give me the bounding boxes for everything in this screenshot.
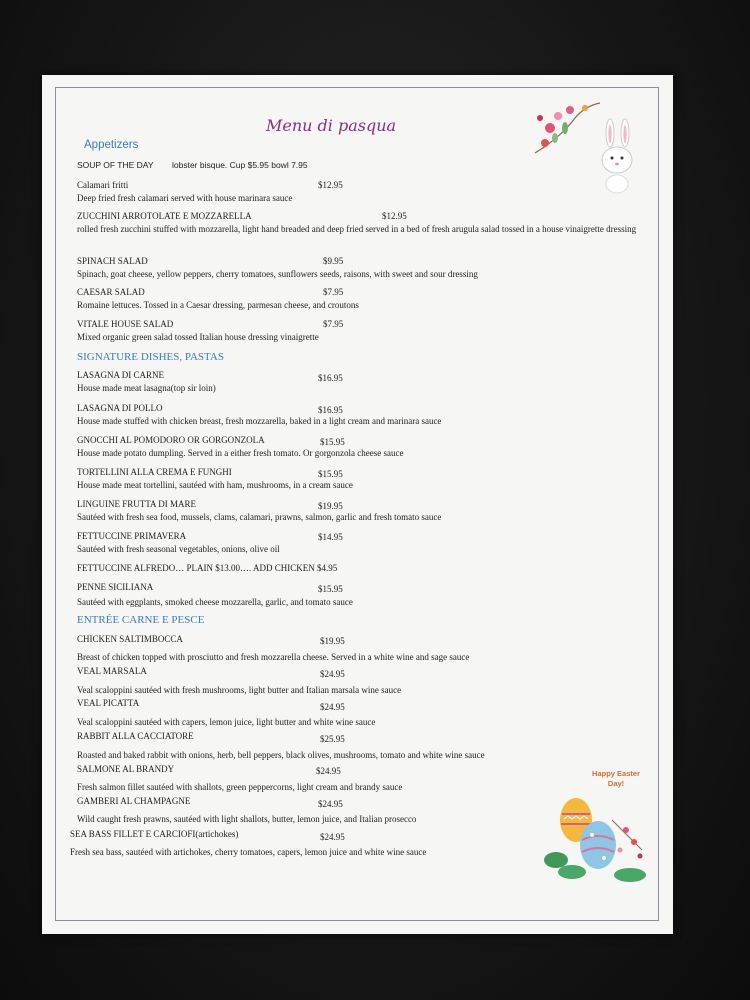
entree-heading: ENTRÉE CARNE E PESCE [77, 614, 205, 626]
menu-item-desc: Breast of chicken topped with prosciutto and fresh mozzarella cheese. Served in a white wine and sage sauce [77, 652, 470, 662]
menu-item-name: ZUCCHINI ARROTOLATE E MOZZARELLA [77, 211, 252, 221]
menu-item-price: $12.95 [382, 211, 407, 221]
menu-item-name: LASAGNA DI CARNE [77, 370, 165, 380]
menu-item-name: LASAGNA DI POLLO [77, 403, 163, 413]
menu-item-desc: Romaine lettuces. Tossed in a Caesar dressing, parmesan cheese, and croutons [77, 300, 359, 310]
menu-item-name: LINGUINE FRUTTA DI MARE [77, 499, 197, 509]
menu-item-price: $12.95 [318, 180, 343, 190]
easter-eggs-icon [542, 790, 652, 890]
menu-item-desc: Fresh salmon fillet sautéed with shallots, green peppercorns, light cream and brandy sauce [77, 782, 403, 792]
menu-item-name: PENNE SICILIANA [77, 582, 154, 592]
easter-greeting-line1: Happy Easter [592, 769, 640, 778]
menu-item-price: $25.95 [320, 734, 345, 744]
menu-item-desc: House made stuffed with chicken breast, fresh mozzarella, baked in a light cream and marinara sauce [77, 416, 442, 426]
menu-item-name: SEA BASS FILLET E CARCIOFI(artichokes) [70, 829, 239, 839]
menu-item-desc: Wild caught fresh prawns, sautéed with light shallots, butter, lemon juice, and Italian prosecco [77, 814, 417, 824]
menu-item-name: CAESAR SALAD [77, 287, 145, 297]
menu-item-price: $19.95 [318, 501, 343, 511]
menu-item-price: $15.95 [318, 469, 343, 479]
menu-item-name: CHICKEN SALTIMBOCCA [77, 634, 183, 644]
menu-item-name: VITALE HOUSE SALAD [77, 319, 174, 329]
soup-name: SOUP OF THE DAY [77, 160, 154, 170]
menu-item-desc: Sautéed with fresh sea food, mussels, clams, calamari, prawns, salmon, garlic and fresh tomato sauce [77, 512, 442, 522]
menu-item-price: $9.95 [323, 256, 344, 266]
menu-item-price: $24.95 [320, 669, 345, 679]
easter-greeting [586, 769, 646, 789]
menu-title: Menu di pasqua [266, 116, 397, 135]
menu-item-name: GNOCCHI AL POMODORO OR GORGONZOLA [77, 435, 265, 445]
menu-item-name: TORTELLINI ALLA CREMA E FUNGHI [77, 467, 232, 477]
menu-item-price: $24.95 [318, 799, 343, 809]
menu-item-desc: Veal scaloppini sautéed with fresh mushrooms, light butter and Italian marsala wine sauce [77, 685, 402, 695]
soup-detail: lobster bisque. Cup $5.95 bowl 7.95 [172, 160, 308, 170]
bunny-icon [595, 118, 640, 198]
appetizers-heading: Appetizers [84, 139, 139, 151]
menu-item-name: RABBIT ALLA CACCIATORE [77, 731, 194, 741]
menu-item-desc: Deep fried fresh calamari served with house marinara sauce [77, 193, 293, 203]
menu-item-desc: House made potato dumpling. Served in a either fresh tomato. Or gorgonzola cheese sauce [77, 448, 404, 458]
menu-item-desc: Roasted and baked rabbit with onions, herb, bell peppers, black olives, mushrooms, tomato and white wine sauce [77, 750, 485, 760]
menu-item-price: $24.95 [320, 702, 345, 712]
menu-item-name: FETTUCCINE ALFREDO… PLAIN $13.00…. ADD CHICKEN $4.95 [77, 563, 338, 573]
menu-item-desc: Spinach, goat cheese, yellow peppers, cherry tomatoes, sunflowers seeds, raisons, with sweet and sour dressing [77, 269, 478, 279]
menu-item-name: SALMONE AL BRANDY [77, 764, 175, 774]
menu-item-name: GAMBERI AL CHAMPAGNE [77, 796, 191, 806]
easter-greeting-line2: Day! [607, 779, 625, 788]
menu-item-desc: House made meat lasagna(top sir loin) [77, 383, 216, 393]
menu-item-name: FETTUCCINE PRIMAVERA [77, 531, 187, 541]
menu-item-price: $16.95 [318, 373, 343, 383]
menu-item-price: $24.95 [316, 766, 341, 776]
menu-item-desc: Veal scaloppini sautéed with capers, lemon juice, light butter and white wine sauce [77, 717, 376, 727]
menu-item-desc: Fresh sea bass, sautéed with artichokes, cherry tomatoes, capers, lemon juice and white wine sauce [70, 847, 427, 857]
menu-item-desc: Sautéed with eggplants, smoked cheese mozzarella, garlic, and tomato sauce [77, 597, 353, 607]
menu-item-price: $7.95 [323, 319, 344, 329]
menu-item-price: $24.95 [320, 832, 345, 842]
menu-item-desc: House made meat tortellini, sautéed with ham, mushrooms, in a cream sauce [77, 480, 353, 490]
menu-item-price: $7.95 [323, 287, 344, 297]
menu-item-desc: Sautéed with fresh seasonal vegetables, onions, olive oil [77, 544, 280, 554]
menu-item-price: $19.95 [320, 636, 345, 646]
menu-item-name: VEAL PICATTA [77, 698, 140, 708]
menu-item-price: $14.95 [318, 532, 343, 542]
menu-item-name: Calamari fritti [77, 180, 129, 190]
menu-item-name: VEAL MARSALA [77, 666, 147, 676]
menu-item-desc: rolled fresh zucchini stuffed with mozzarella, light hand breaded and deep fried served in a bed of fresh arugula salad tossed in a house vinaigrette dressing [77, 224, 637, 234]
menu-item-price: $15.95 [318, 584, 343, 594]
menu-item-price: $15.95 [320, 437, 345, 447]
menu-item-desc: Mixed organic green salad tossed Italian house dressing vinaigrette [77, 332, 319, 342]
signature-heading: SIGNATURE DISHES, PASTAS [77, 351, 224, 363]
menu-item-name: SPINACH SALAD [77, 256, 148, 266]
menu-item-price: $16.95 [318, 405, 343, 415]
